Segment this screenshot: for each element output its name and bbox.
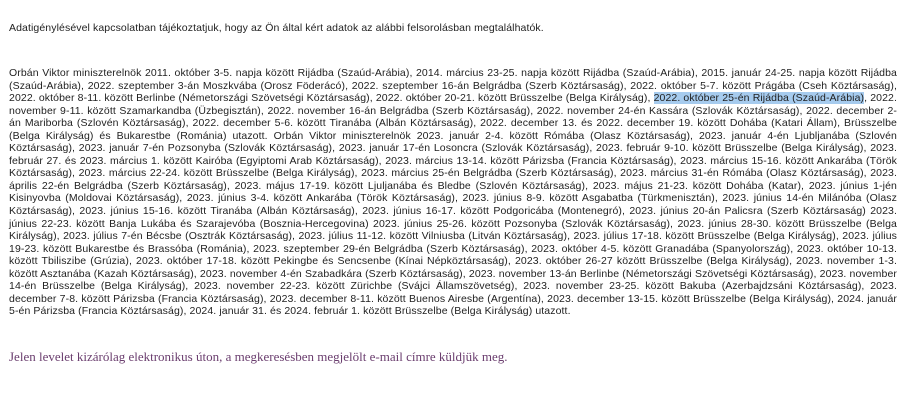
- travel-log-text-before: Orbán Viktor miniszterelnök 2011. október 3-5. napja között Rijádba (Szaúd-Arábia), 2014. március 23-25. napja között Rijádba (Szaúd-Arábia), 2015. január 24-25. napja között Rijádba (Szaúd-Arábia), 2022. szeptember 3-án Moszkvába (Orosz Föderácó), 2022. szeptember 16-án Belgrádba (Szerb Köztársaság), 2022. október 5-7. között Prágába (Cseh Köztársaság), 2022. október 8-11. között Berlinbe (Németországi Szövetségi Köztársaság), 2022. október 20-21. között Brüsszelbe (Belga Királyság),: [9, 67, 897, 105]
- travel-log-paragraph: [9, 67, 897, 318]
- footer-note: Jelen levelet kizárólag elektronikus úton, a megkeresésben megjelölt e-mail címre küldjük meg.: [9, 348, 508, 364]
- travel-log-text-after: , 2022. november 9-11. között Szamarkandba (Üzbegisztán), 2022. november 16-án Belgrádba (Szerb Köztársaság), 2022. november 24-én Kassára (Szlovák Köztársaság), 2022. december 2-án Mariborba (Szlovén Köztársaság), 2022. december 5-6. között Tiranába (Albán Köztársaság), 2022. december 13. és 2022. december 19. között Dohába (Katari Állam), Brüsszelbe (Belga Királyság) és Bukarestbe (Románia) utazott. Orbán Viktor miniszterelnök 2023. január 2-4. között Rómába (Olasz Köztársaság), 2023. január 4-én Ljubljanába (Szlovén Köztársaság), 2023. január 7-én Pozsonyba (Szlovák Köztársaság), 2023. január 17-én Losoncra (Szlovák Köztársaság), 2023. február 9-10. között Brüsszelbe (Belga Királyság), 2023. február 27. és 2023. március 1. között Kairóba (Egyiptomi Arab Köztársaság), 2023. március 13-14. között Párizsba (Francia Köztársaság), 2023. március 15-16. között Ankarába (Török Köztársaság), 2023. március 22-24. között Brüsszelbe (Belga Királyság), 2023. március 25-én Belgrádba (Szerb Köztársaság), 2023. március 31-én Rómába (Olasz Köztársaság), 2023. április 22-én Belgrádba (Szerb Köztársaság), 2023. május 17-19. között Ljuljanába és Bledbe (Szlovén Köztársaság), 2023. május 21-23. között Dohába (Katar), 2023. június 1-jén Kisinyovba (Moldovai Köztársaság), 2023. június 3-4. között Ankarába (Török Köztársaság), 2023. június 8-9. között Asgabatba (Türkmenisztán), 2023. június 14-én Milánóba (Olasz Köztársaság), 2023. június 15-16. között Tiranába (Albán Köztársaság), 2023. június 16-17. között Podgoricába (Montenegró), 2023. június 20-án Palicsra (Szerb Köztársaság) 2023. június 22-23. között Banja Lukába és Szarajevóba (Bosznia-Hercegovina) 2023. június 25-26. között Pozsonyba (Szlovák Köztársaság), 2023. június 28-30. között Brüsszelbe (Belga Királyság), 2023. július 7-én Bécsbe (Osztrák Köztársaság), 2023. július 11-12. között Vilniusba (Litván Köztársaság), 2023. július 17-18. között Brüsszelbe (Belga Királyság), 2023. július 19-23. között Bukarestbe és Brassóba (Románia), 2023. szeptember 29-én Belgrádba (Szerb Köztársaság), 2023. október 4-5. között Granadába (Spanyolország), 2023. október 10-13. között Tbiliszibe (Grúzia), 2023. október 17-18. között Pekingbe és Sencsenbe (Kínai Népköztársaság), 2023. október 26-27 között Brüsszelbe (Belga Királyság), 2023. november 1-3. között Asztanába (Kazah Köztársaság), 2023. november 4-én Szabadkára (Szerb Köztársaság), 2023. november 13-án Berlinbe (Németországi Szövetségi Köztársaság), 2023. november 14-én Brüsszelbe (Belga Királyság), 2023. november 22-23. között Zürichbe (Svájci Államszövetség), 2023. november 23-25. között Bakuba (Azerbajdzsáni Köztársaság), 2023. december 7-8. között Párizsba (Francia Köztársaság), 2023. december 8-11. között Buenos Airesbe (Argentína), 2023. december 13-15. között Brüsszelbe (Belga Királyság), 2024. január 5-én Párizsba (Francia Köztársaság), 2024. január 31. és 2024. február 1. között Brüsszelbe (Belga Királyság) utazott.: [9, 92, 897, 318]
- intro-text: Adatigénylésével kapcsolatban tájékoztatjuk, hogy az Ön által kért adatok az alábbi felsorolásban megtalálhatók.: [9, 22, 544, 34]
- highlighted-text: 2022. október 25-én Rijádba (Szaúd-Arábia): [653, 92, 865, 105]
